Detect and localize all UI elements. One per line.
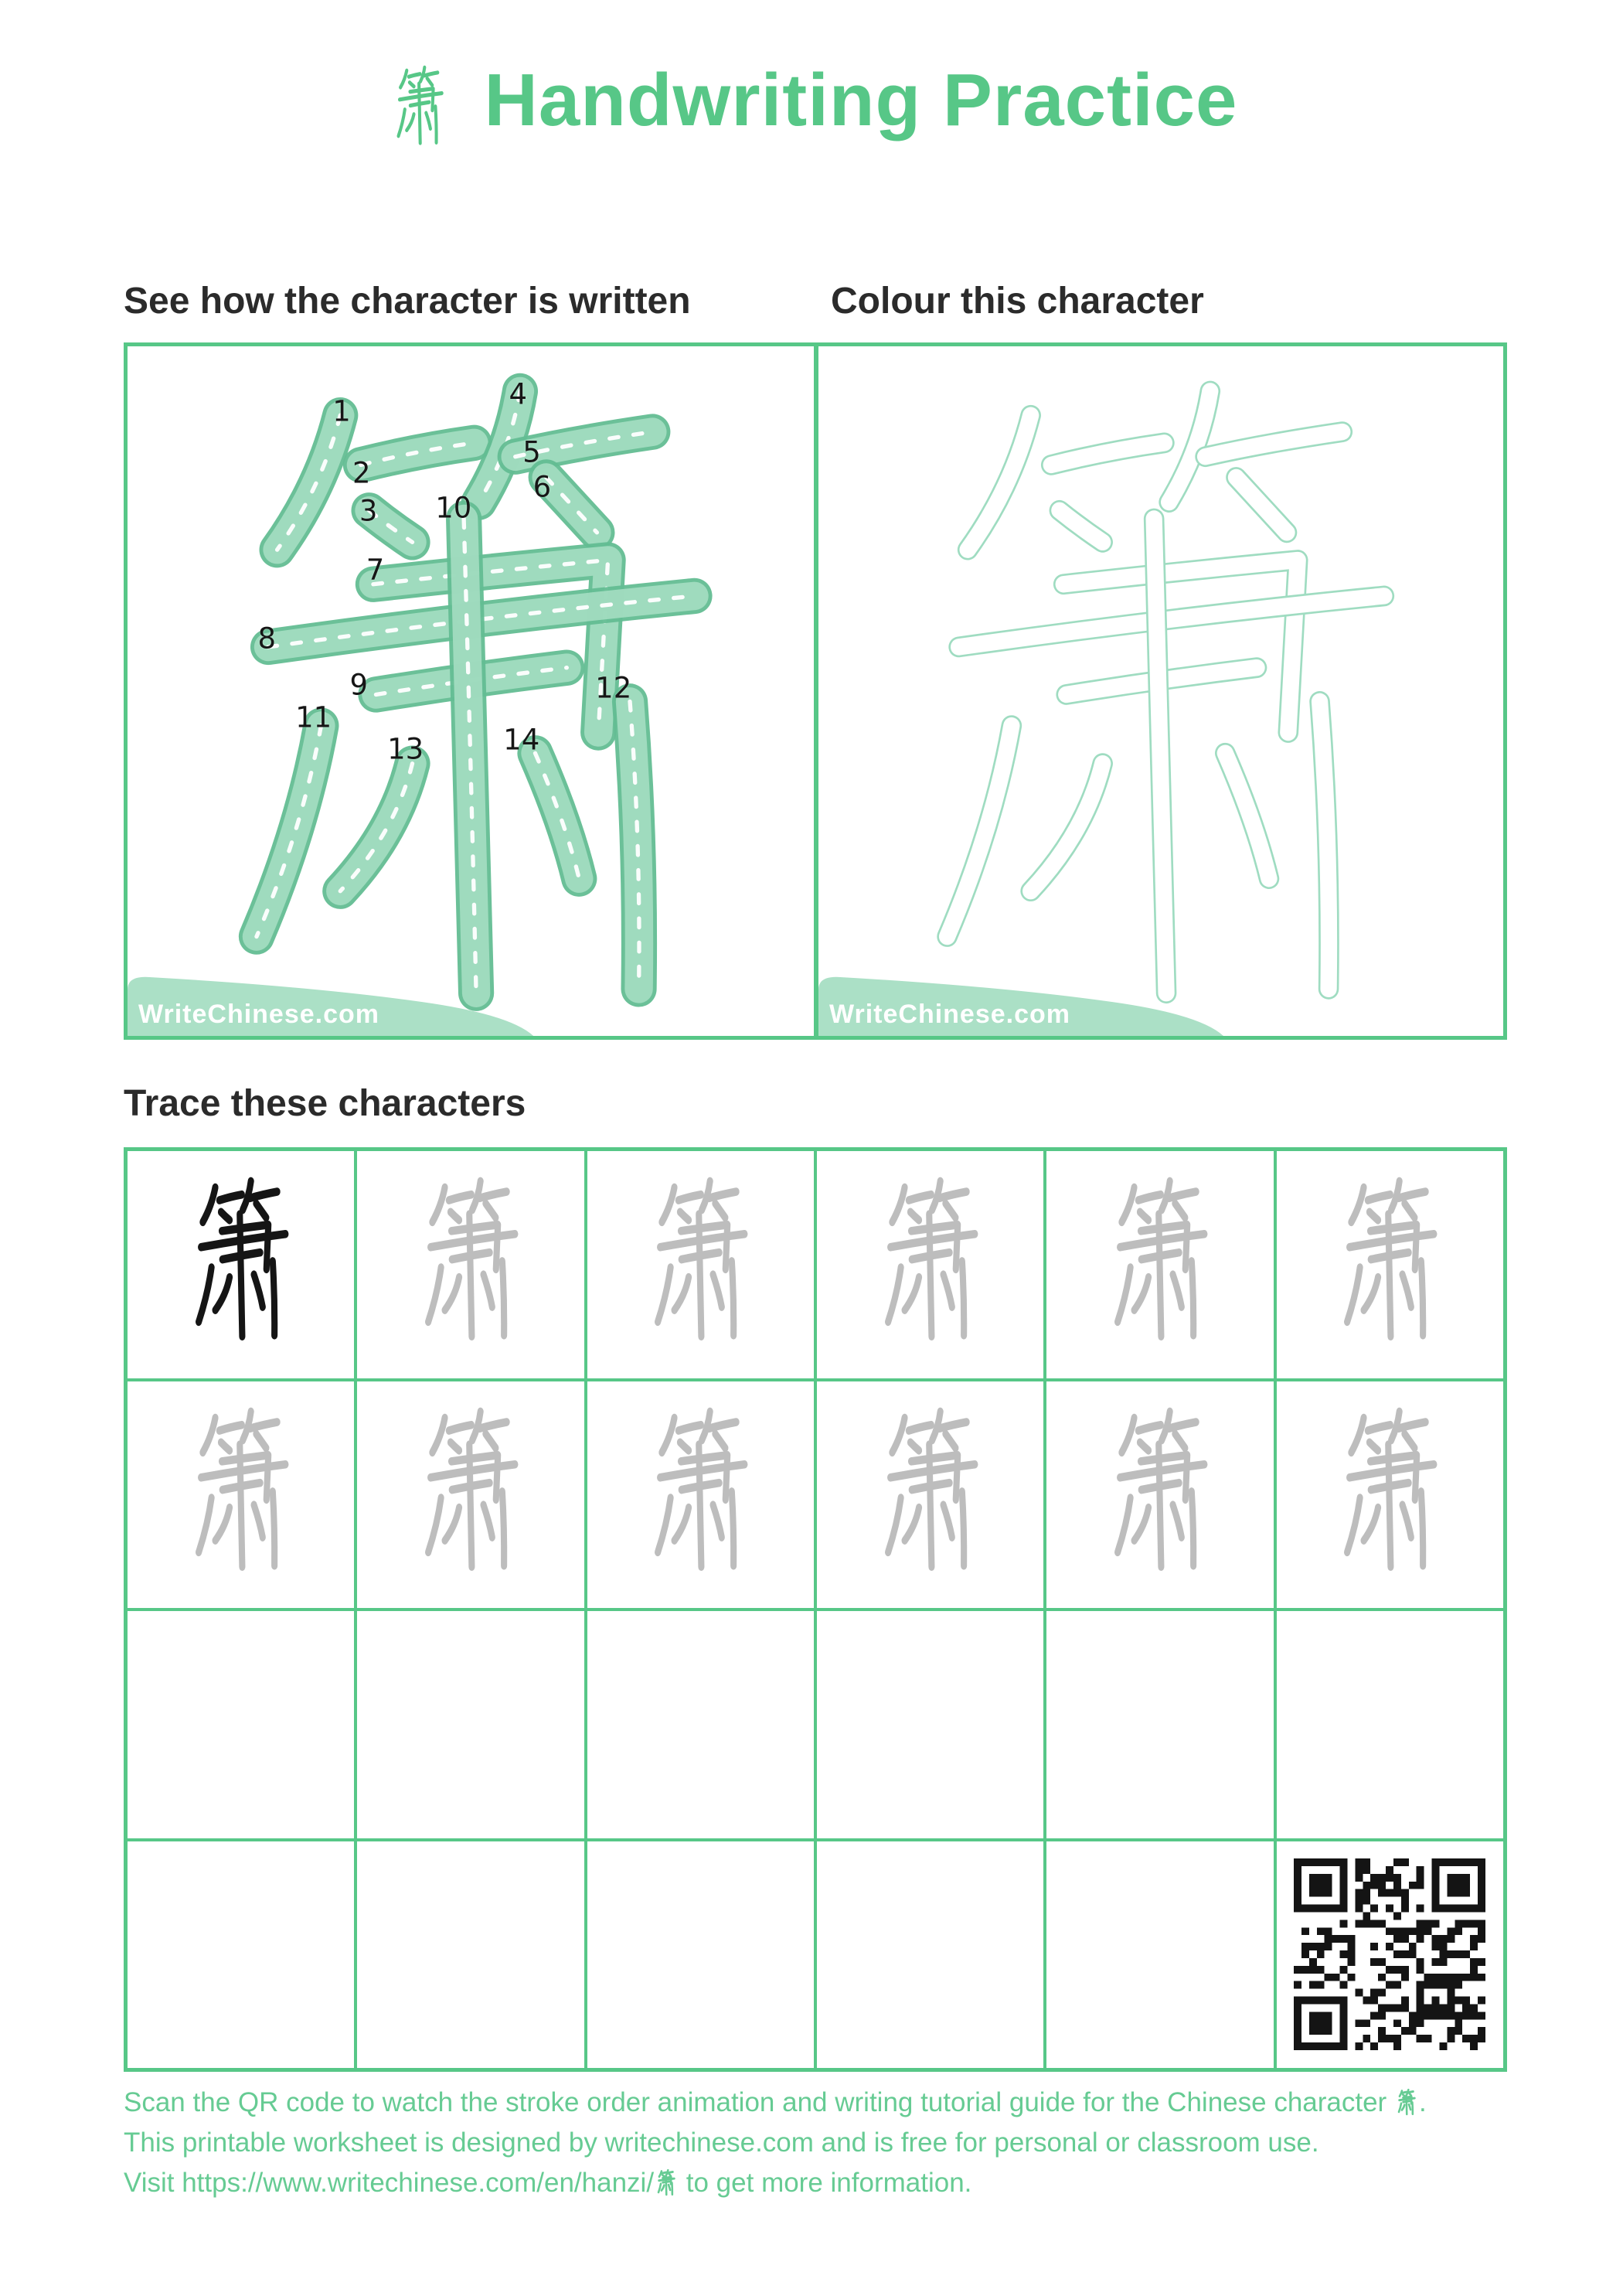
trace-cell-gray [815,1150,1045,1380]
trace-glyph-gray [632,1400,768,1578]
colour-panel [818,346,1503,1036]
trace-cell [1045,1840,1274,2070]
footer-line-1: Scan the QR code to watch the stroke order animation and writing tutorial guide for the Chinese character . [124,2087,1427,2117]
trace-glyph-gray [1092,1400,1228,1578]
watermark-text: WriteChinese.com [138,1000,380,1029]
trace-cell-gray [815,1380,1045,1610]
stroke-number: 8 [257,622,277,656]
trace-cell [1275,1610,1505,1840]
trace-cell-gray [1275,1380,1505,1610]
trace-cell-gray [126,1380,356,1610]
trace-cell [815,1840,1045,2070]
trace-cell [126,1840,356,2070]
page-title [0,54,1623,148]
trace-cell-gray [356,1380,585,1610]
trace-glyph-gray [173,1400,309,1578]
trace-glyph-gray [632,1170,768,1347]
stroke-number: 10 [435,490,472,524]
watermark [818,973,1230,1036]
trace-glyph-gray [1322,1170,1458,1347]
trace-cell [586,1610,815,1840]
footer-line-2: This printable worksheet is designed by writechinese.com and is free for personal or classroom use. [124,2127,1319,2158]
trace-glyph-black [173,1170,309,1347]
footer-line-3: Visit https://www.writechinese.com/en/hanzi/ to get more information. [124,2168,972,2198]
trace-cell-gray [586,1150,815,1380]
stroke-number: 6 [532,470,552,504]
colour-glyph [818,346,1503,1036]
trace-cell [356,1610,585,1840]
stroke-order-glyph [128,346,814,1036]
stroke-number: 5 [522,435,541,469]
trace-cell [126,1610,356,1840]
character-demo-box [124,342,1507,1040]
qr-code [1294,1858,1485,2050]
trace-glyph-gray [863,1400,999,1578]
trace-cell [1045,1610,1274,1840]
trace-glyph-gray [863,1170,999,1347]
colour-heading: Colour this character [831,281,1204,322]
trace-glyph-gray [1322,1400,1458,1578]
stroke-number: 3 [359,494,378,528]
stroke-number: 11 [295,700,332,734]
watermark [128,973,539,1036]
stroke-number: 9 [349,668,369,702]
stroke-number: 4 [509,377,528,411]
trace-cell-gray [1275,1150,1505,1380]
page-title-text: Handwriting Practice [484,59,1238,141]
trace-grid [124,1147,1507,2072]
trace-heading: Trace these characters [124,1083,526,1124]
trace-cell-gray [1045,1150,1274,1380]
trace-cell [356,1840,585,2070]
stroke-number: 13 [387,732,424,766]
footer [124,2083,1515,2203]
stroke-number: 12 [595,671,632,705]
stroke-order-heading: See how the character is written [124,281,691,322]
watermark-text: WriteChinese.com [829,1000,1071,1029]
trace-cell [815,1610,1045,1840]
trace-glyph-gray [403,1170,539,1347]
trace-cell-gray [586,1380,815,1610]
trace-cell-qr [1275,1840,1505,2070]
trace-cell-gray [1045,1380,1274,1610]
footer-hanzi-glyph [1394,2088,1419,2116]
stroke-number: 1 [332,393,351,428]
stroke-number: 7 [366,553,385,587]
stroke-order-panel [128,346,818,1036]
trace-glyph-gray [403,1400,539,1578]
footer-hanzi-glyph [654,2168,679,2196]
trace-glyph-gray [1092,1170,1228,1347]
stroke-number: 14 [503,723,540,757]
stroke-number: 2 [352,456,371,490]
trace-cell [586,1840,815,2070]
title-hanzi-glyph [386,62,454,148]
trace-cell-gray [356,1150,585,1380]
trace-cell-black [126,1150,356,1380]
